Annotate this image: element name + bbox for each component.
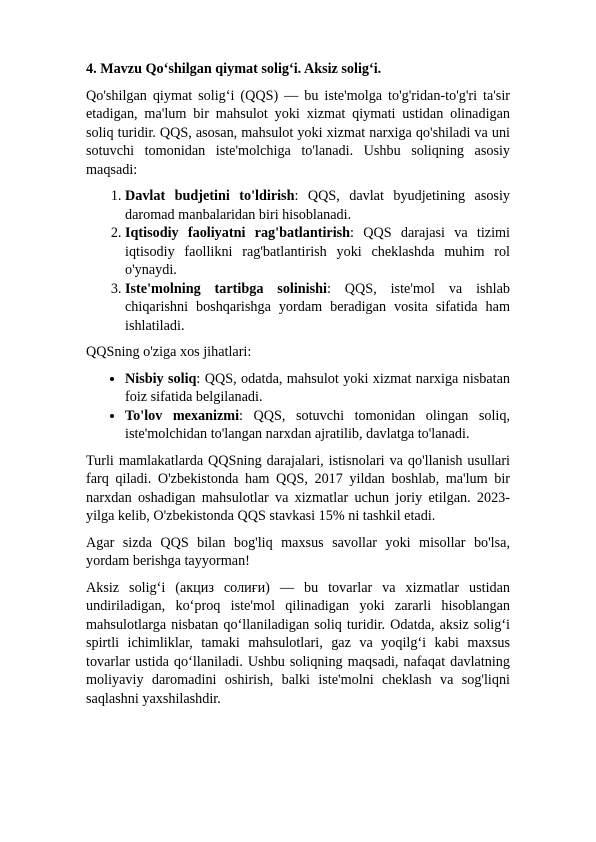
- goal-text: : QQS, davlat byudjetining asosiy daromad manbalaridan biri hisoblanadi.: [125, 188, 510, 223]
- goal-text: : QQS, iste'mol va ishlab chiqarishni boshqarishga yordam beradigan vosita sifatida ham ishlatiladi.: [125, 280, 510, 334]
- page-title: 4. Mavzu Qo‘shilgan qiymat solig‘i. Aksiz solig‘i.: [86, 61, 382, 77]
- intro-paragraph: Qo'shilgan qiymat solig‘i (QQS) — bu iste'molga to'g'ridan-to'g'ri ta'sir etadigan, ma'lum bir mahsulot yoki xizmat qiymati ustidan olinadigan soliq turidir. QQS, asosan, mahsulot yoki xizmat narxiga qo'shiladi va uni sotuvchi tomonidan iste'molchiga to'lanadi. Ushbu soliqning asosiy maqsadi:: [86, 87, 510, 178]
- excise-paragraph: Aksiz solig‘i (акциз солиғи) — bu tovarlar va xizmatlar ustidan undiriladigan, ko‘proq iste'mol qilinadigan yoki zararli hisoblangan mahsulotlarga nisbatan qo‘llaniladigan soliq turidir. Odatda, aksiz solig‘i spirtli ichimliklar, tamaki mahsulotlari, gaz va yoqilg‘i kabi maxsus tovarlar ustida qo‘llaniladi. Ushbu soliqning maqsadi, nafaqat davlatning moliyaviy daromadini oshirish, balki iste'molni cheklash va sog'liqni saqlashni yaxshilashdir.: [86, 579, 510, 707]
- feature-item: [125, 407, 510, 444]
- goal-item: [125, 224, 510, 280]
- feature-text: : QQS, odatda, mahsulot yoki xizmat narxiga nisbatan foiz sifatida belgilanadi.: [125, 370, 511, 405]
- goal-term: Iste'molning tartibga solinishi: [125, 280, 327, 297]
- features-heading: QQSning o'ziga xos jihatlari:: [86, 344, 252, 360]
- goals-list: [86, 187, 510, 335]
- feature-term: To'lov mexanizmi: [125, 407, 240, 424]
- goal-term: Iqtisodiy faoliyatni rag'batlantirish: [125, 225, 351, 241]
- features-list: [86, 370, 510, 444]
- goal-item: [125, 280, 510, 336]
- goal-term: Davlat budjetini to'ldirish: [125, 188, 295, 204]
- offer-paragraph: Agar sizda QQS bilan bog'liq maxsus savollar yoki misollar bo'lsa, yordam berishga tayyorman!: [86, 534, 510, 569]
- feature-text: : QQS, sotuvchi tomonidan olingan soliq, iste'molchidan to'langan narxdan ajratilib, davlatga to'lanadi.: [125, 407, 510, 442]
- feature-item: [125, 370, 510, 407]
- document-page: [86, 60, 510, 716]
- rates-paragraph: Turli mamlakatlarda QQSning darajalari, istisnolari va qo'llanish usullari farq qiladi. O'zbekistonda ham QQS, 2017 yildan boshlab, ma'lum bir narxdan oshadigan mahsulotlar va xizmatlar uchun joriy etilgan. 2023-yilga kelib, O'zbekistonda QQS stavkasi 15% ni tashkil etadi.: [86, 452, 510, 524]
- goal-item: [125, 187, 510, 224]
- feature-term: Nisbiy soliq: [125, 370, 197, 387]
- goal-text: : QQS darajasi va tizimi iqtisodiy faollikni rag'batlantirish yoki cheklashda muhim rol o'ynaydi.: [125, 225, 510, 278]
